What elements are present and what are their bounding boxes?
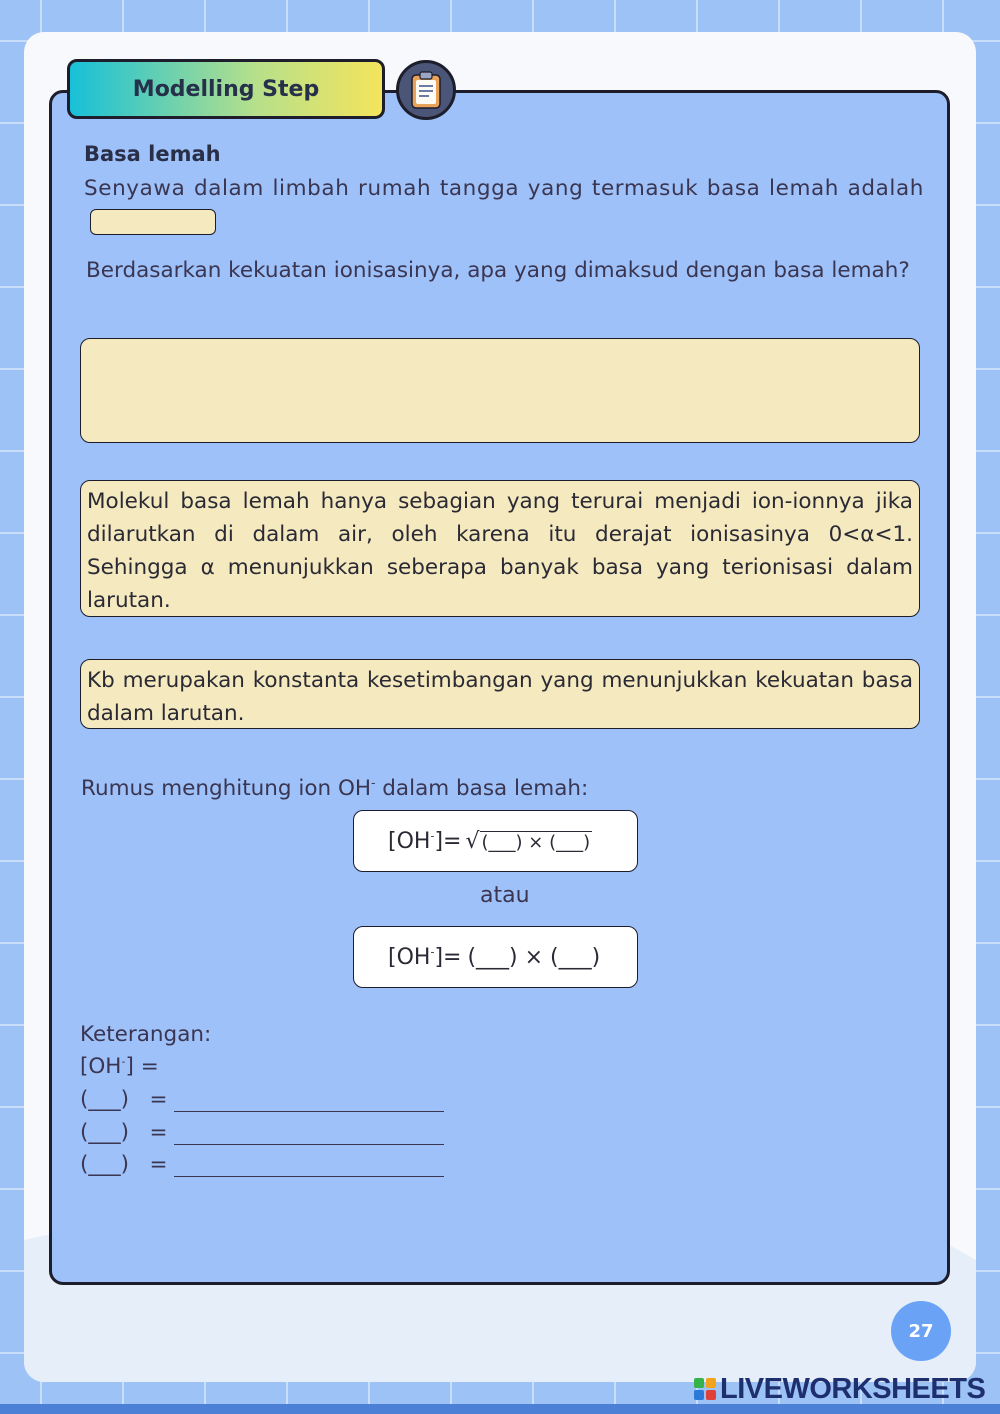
ket-oh-pre: [OH [80, 1054, 122, 1079]
formula-2-rhs: (___) × (___) [467, 944, 601, 970]
formula-lhs-sup: - [430, 829, 435, 843]
section-tab-label: Modelling Step [132, 76, 320, 102]
formula-lhs-post: ]= [434, 828, 462, 854]
formula-intro-sup: - [371, 776, 376, 790]
keterangan-row-2: (___) = [80, 1120, 168, 1145]
keterangan-label: Keterangan: [80, 1022, 212, 1047]
formula-lhs-2 [388, 945, 461, 970]
info-box-ionization: Molekul basa lemah hanya sebagian yang terurai menjadi ion-ionnya jika dilarutkan di dalam air, oleh karena itu derajat ionisasinya 0<α<1. Sehingga α menunjukkan seberapa banyak basa yang terionisasi dalam larutan. [80, 480, 920, 617]
square-root: √ (___) × (___) [465, 828, 591, 854]
answer-textarea[interactable] [80, 338, 920, 443]
answer-input-basa-lemah[interactable] [90, 209, 216, 235]
bottom-bar [0, 1404, 1000, 1414]
ket-oh-sup: - [121, 1054, 126, 1068]
section-heading: Basa lemah [84, 142, 221, 166]
section-tab [67, 59, 385, 119]
formula-lhs-2-post: ]= [434, 944, 462, 970]
formula-intro [81, 767, 588, 805]
formula-product-box[interactable] [353, 926, 638, 988]
keterangan-input-2[interactable] [174, 1123, 444, 1145]
question-1-text: Senyawa dalam limbah rumah tangga yang termasuk basa lemah adalah [84, 176, 924, 201]
formula-intro-text: Rumus menghitung ion OH [81, 776, 372, 802]
ket-oh-post: ] = [125, 1054, 159, 1079]
keterangan-row-1: (___) = [80, 1087, 168, 1112]
keterangan-input-1[interactable] [174, 1090, 444, 1112]
liveworksheets-logo[interactable] [694, 1372, 985, 1406]
keterangan-row-3: (___) = [80, 1152, 168, 1177]
formula-lhs-pre: [OH [388, 828, 431, 854]
info-box-kb: Kb merupakan konstanta kesetimbangan yang menunjukkan kekuatan basa dalam larutan. [80, 659, 920, 729]
question-1 [84, 172, 924, 238]
formula-lhs-2-pre: [OH [388, 944, 431, 970]
formula-sqrt-box[interactable] [353, 810, 638, 872]
keterangan-row-oh [80, 1054, 159, 1079]
clipboard-icon [396, 60, 456, 120]
question-2: Berdasarkan kekuatan ionisasinya, apa yang dimaksud dengan basa lemah? [86, 258, 910, 283]
liveworksheets-icon [694, 1378, 716, 1400]
brand-name: LIVEWORKSHEETS [720, 1372, 986, 1405]
keterangan-input-3[interactable] [174, 1155, 444, 1177]
or-label: atau [480, 883, 530, 908]
page-number: 27 [891, 1301, 951, 1361]
formula-1-rhs: (___) × (___) [481, 831, 591, 853]
formula-intro-text-end: dalam basa lemah: [375, 776, 589, 802]
formula-lhs [388, 829, 461, 854]
formula-lhs-2-sup: - [430, 945, 435, 959]
